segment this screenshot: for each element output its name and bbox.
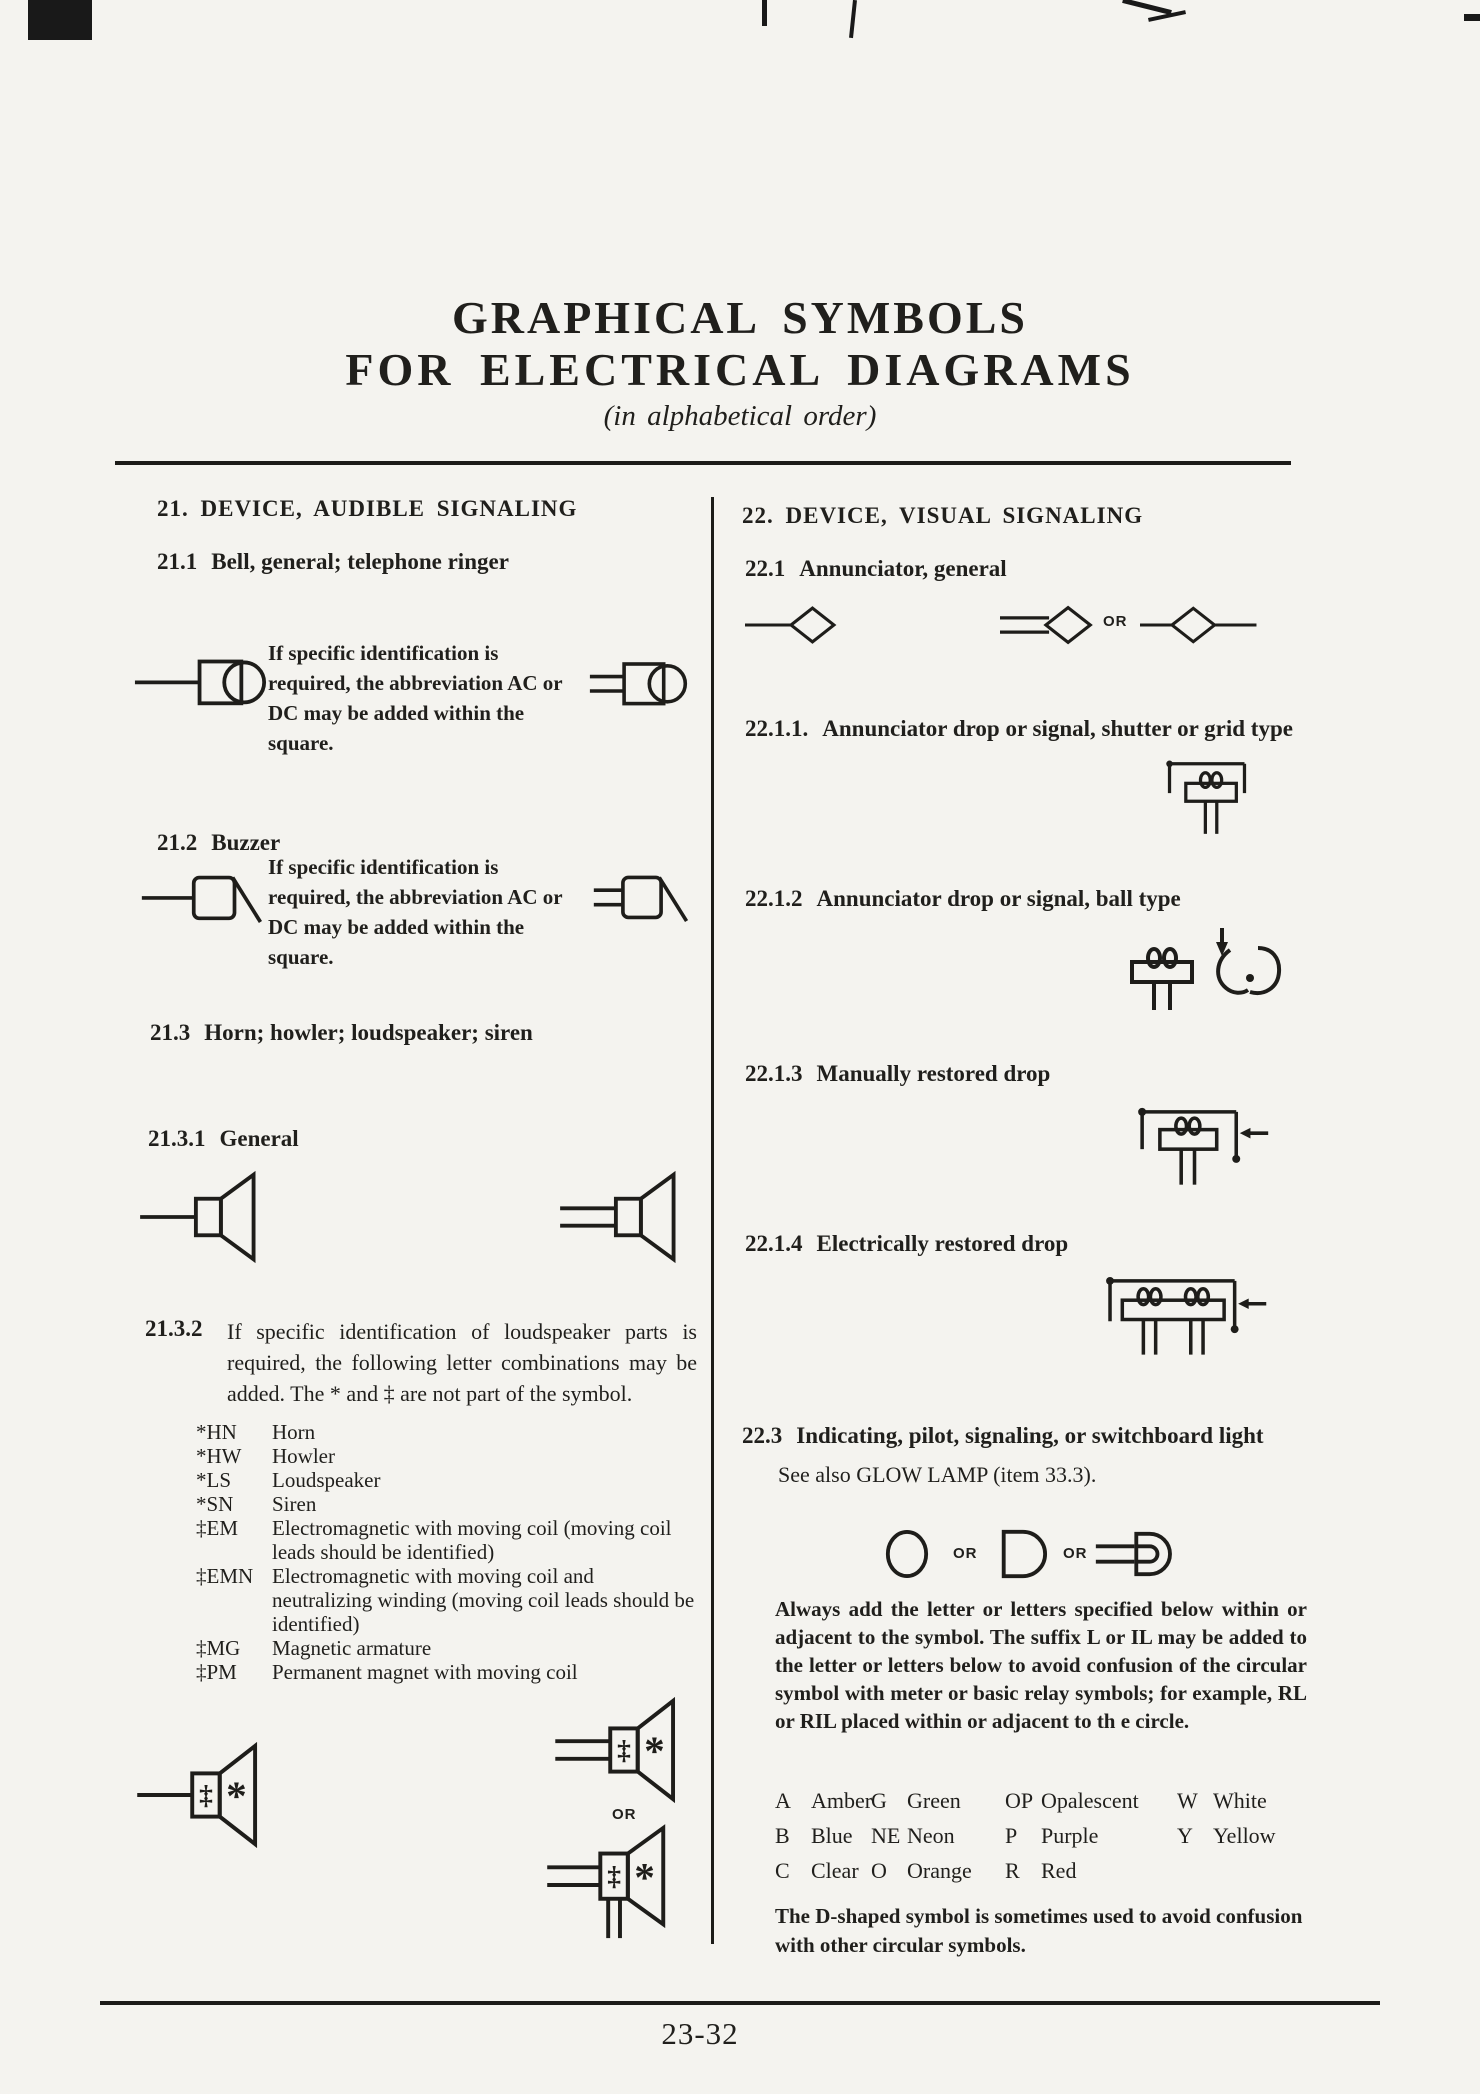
column-divider bbox=[711, 497, 714, 1944]
abbreviation-list bbox=[196, 1420, 698, 1684]
color-code-entry bbox=[1005, 1823, 1177, 1858]
scan-artifact bbox=[28, 0, 92, 40]
title-line-2: FOR ELECTRICAL DIAGRAMS bbox=[345, 344, 1135, 395]
item-text: If specific identification of loudspeaker parts is required, the following letter combinations may be added. The * and ‡ are not part of the symbol. bbox=[227, 1319, 697, 1406]
color-code-entry bbox=[1177, 1788, 1323, 1823]
or-label: OR bbox=[1063, 1545, 1088, 1562]
scan-artifact bbox=[1122, 0, 1172, 15]
asterisk-mark: * bbox=[634, 1853, 655, 1900]
color-name: Opalescent bbox=[1041, 1788, 1139, 1813]
abbreviation-row bbox=[196, 1468, 698, 1492]
abbreviation-code: ‡PM bbox=[196, 1660, 237, 1684]
color-code-entry bbox=[871, 1788, 1005, 1823]
top-rule bbox=[115, 461, 1291, 465]
color-code-entry bbox=[775, 1858, 871, 1893]
color-code: Y bbox=[1177, 1823, 1193, 1848]
see-also-note: See also GLOW LAMP (item 33.3). bbox=[778, 1462, 1097, 1487]
symbol-annunciator-double-line bbox=[1000, 600, 1095, 650]
color-code: B bbox=[775, 1823, 790, 1848]
scan-artifact bbox=[762, 0, 767, 26]
item-label: Annunciator drop or signal, shutter or grid type bbox=[822, 716, 1293, 741]
abbreviation-meaning: Horn bbox=[272, 1420, 316, 1444]
symbol-buzzer-double-line bbox=[592, 868, 692, 925]
bottom-rule bbox=[100, 2001, 1380, 2005]
color-code: C bbox=[775, 1858, 790, 1883]
abbreviation-meaning: Permanent magnet with moving coil bbox=[272, 1660, 578, 1684]
abbreviation-meaning: Electromagnetic with moving coil (moving coil leads should be identified) bbox=[272, 1516, 672, 1564]
abbreviation-meaning: Magnetic armature bbox=[272, 1636, 432, 1660]
abbreviation-code: ‡MG bbox=[196, 1636, 241, 1660]
item-number: 21.3.1 bbox=[148, 1126, 206, 1151]
symbol-bell-double-line bbox=[588, 655, 689, 709]
color-code-entry bbox=[1005, 1788, 1177, 1823]
abbreviation-row bbox=[196, 1492, 698, 1516]
item-21-2 bbox=[157, 830, 280, 856]
color-name: Purple bbox=[1041, 1823, 1099, 1848]
item-21-3-1 bbox=[148, 1126, 299, 1152]
color-name: White bbox=[1213, 1788, 1267, 1813]
color-name: Clear bbox=[811, 1858, 859, 1883]
color-code: NE bbox=[871, 1823, 901, 1848]
abbreviation-code: *HW bbox=[196, 1444, 242, 1468]
color-name: Green bbox=[907, 1788, 961, 1813]
color-code-table bbox=[775, 1788, 1323, 1893]
abbreviation-code: ‡EMN bbox=[196, 1564, 254, 1588]
symbol-indicating-light-d-shape bbox=[994, 1528, 1050, 1580]
color-name: Neon bbox=[907, 1823, 955, 1848]
item-label: Horn; howler; loudspeaker; siren bbox=[204, 1020, 533, 1045]
color-code-entry bbox=[1177, 1823, 1323, 1858]
item-number: 21.2 bbox=[157, 830, 198, 855]
symbol-annunciator-through-line bbox=[1140, 602, 1258, 648]
item-number: 22.1.4 bbox=[745, 1231, 803, 1256]
item-22-1 bbox=[745, 556, 1007, 582]
color-code: W bbox=[1177, 1788, 1198, 1813]
section-22-heading: 22. DEVICE, VISUAL SIGNALING bbox=[742, 503, 1144, 528]
abbreviation-meaning: Siren bbox=[272, 1492, 317, 1516]
color-code-entry bbox=[871, 1858, 1005, 1893]
item-21-3-2 bbox=[145, 1316, 697, 1409]
symbol-buzzer-single-line bbox=[140, 868, 266, 926]
symbol-annunciator-drop-ball-type-coil bbox=[1128, 938, 1200, 1014]
symbol-loudspeaker-double-line bbox=[558, 1167, 693, 1267]
color-code: G bbox=[871, 1788, 887, 1813]
dagger-mark: ‡ bbox=[199, 1778, 213, 1810]
page-number: 23-32 bbox=[661, 2016, 739, 2051]
item-22-1-1 bbox=[745, 716, 1293, 742]
color-code: OP bbox=[1005, 1788, 1034, 1813]
letters-note: Always add the letter or letters specified below within or adjacent to the symbol. The suffix L or IL may be added to the letter or letters below to avoid confusion of the circular symbol with meter or basic relay symbols; for example, RL or RIL placed within or adjacent to th e circle. bbox=[775, 1597, 1307, 1733]
section-21-heading: 21. DEVICE, AUDIBLE SIGNALING bbox=[157, 496, 578, 521]
item-number: 21.3.2 bbox=[145, 1316, 203, 1341]
symbol-bell-single-line bbox=[133, 652, 268, 709]
abbreviation-meaning: Howler bbox=[272, 1444, 335, 1468]
color-name: Blue bbox=[811, 1823, 853, 1848]
scan-artifact bbox=[1464, 14, 1480, 21]
item-21-1 bbox=[157, 549, 509, 575]
abbreviation-row bbox=[196, 1564, 698, 1636]
symbol-annunciator-single-line bbox=[745, 602, 837, 648]
symbol-loudspeaker-single-line bbox=[138, 1167, 273, 1267]
abbreviation-code: *HN bbox=[196, 1420, 237, 1444]
color-name: Orange bbox=[907, 1858, 972, 1883]
page-title bbox=[0, 292, 1480, 436]
asterisk-mark: * bbox=[226, 1772, 247, 1819]
color-code: P bbox=[1005, 1823, 1018, 1848]
item-number: 22.1 bbox=[745, 556, 786, 581]
item-label: Bell, general; telephone ringer bbox=[211, 549, 509, 574]
abbreviation-row bbox=[196, 1516, 698, 1564]
item-label: Indicating, pilot, signaling, or switchboard light bbox=[796, 1423, 1264, 1448]
symbol-loudspeaker-marked-double-line bbox=[553, 1698, 693, 1803]
item-label: Buzzer bbox=[211, 830, 281, 855]
color-code-entry bbox=[1005, 1858, 1177, 1893]
item-number: 22.1.2 bbox=[745, 886, 803, 911]
color-name: Yellow bbox=[1213, 1823, 1276, 1848]
item-number: 21.1 bbox=[157, 549, 198, 574]
abbreviation-row bbox=[196, 1420, 698, 1444]
item-label: Annunciator, general bbox=[799, 556, 1007, 581]
color-code-entry bbox=[775, 1823, 871, 1858]
color-code: R bbox=[1005, 1858, 1020, 1883]
color-name: Red bbox=[1041, 1858, 1077, 1883]
d-shape-note: The D-shaped symbol is sometimes used to avoid confusion with other circular symbols. bbox=[775, 1904, 1303, 1957]
item-label: Manually restored drop bbox=[816, 1061, 1051, 1086]
scan-artifact bbox=[849, 0, 857, 38]
symbol-electrically-restored-drop bbox=[1103, 1272, 1268, 1360]
abbreviation-code: *LS bbox=[196, 1468, 232, 1492]
symbol-loudspeaker-marked-single-line bbox=[135, 1740, 275, 1850]
title-subtitle: (in alphabetical order) bbox=[603, 400, 877, 432]
symbol-annunciator-drop-ball-type-ball bbox=[1206, 926, 1286, 1016]
item-number: 22.1.1. bbox=[745, 716, 809, 741]
abbreviation-row bbox=[196, 1660, 698, 1684]
symbol-indicating-light-lamp bbox=[1095, 1528, 1193, 1580]
color-code: O bbox=[871, 1858, 887, 1883]
item-number: 22.1.3 bbox=[745, 1061, 803, 1086]
title-line-1: GRAPHICAL SYMBOLS bbox=[451, 292, 1029, 343]
abbreviation-row bbox=[196, 1636, 698, 1660]
symbol-annunciator-drop-shutter-type bbox=[1163, 757, 1251, 839]
or-label: OR bbox=[953, 1545, 978, 1562]
color-code-entry bbox=[871, 1823, 1005, 1858]
dagger-mark: ‡ bbox=[607, 1860, 621, 1891]
abbreviation-meaning: Electromagnetic with moving coil and neutralizing winding (moving coil leads should be identified) bbox=[272, 1564, 695, 1636]
dagger-mark: ‡ bbox=[617, 1734, 631, 1765]
item-22-1-4 bbox=[745, 1231, 1068, 1257]
color-code: A bbox=[775, 1788, 791, 1813]
or-label: OR bbox=[612, 1806, 637, 1823]
symbol-loudspeaker-marked-double-line-with-leads bbox=[545, 1826, 693, 1944]
asterisk-mark: * bbox=[644, 1727, 665, 1774]
item-label: Electrically restored drop bbox=[816, 1231, 1069, 1256]
abbreviation-meaning: Loudspeaker bbox=[272, 1468, 381, 1492]
item-number: 21.3 bbox=[150, 1020, 191, 1045]
symbol-manually-restored-drop bbox=[1135, 1103, 1270, 1190]
item-22-3 bbox=[742, 1423, 1264, 1449]
abbreviation-code: ‡EM bbox=[196, 1516, 238, 1540]
item-number: 22.3 bbox=[742, 1423, 783, 1448]
footer bbox=[0, 2016, 1400, 2052]
abbreviation-code: *SN bbox=[196, 1492, 234, 1516]
bell-note: If specific identification is required, the abbreviation AC or DC may be added within the square. bbox=[268, 641, 563, 755]
color-code-entry bbox=[775, 1788, 871, 1823]
item-label: Annunciator drop or signal, ball type bbox=[816, 886, 1181, 911]
item-label: General bbox=[219, 1126, 299, 1151]
buzzer-note: If specific identification is required, the abbreviation AC or DC may be added within the square. bbox=[268, 855, 563, 969]
symbol-indicating-light-circle bbox=[884, 1528, 930, 1580]
color-name: Amber bbox=[811, 1788, 873, 1813]
abbreviation-row bbox=[196, 1444, 698, 1468]
item-21-3 bbox=[150, 1020, 533, 1046]
or-label: OR bbox=[1103, 613, 1128, 630]
item-22-1-3 bbox=[745, 1061, 1050, 1087]
item-22-1-2 bbox=[745, 886, 1181, 912]
